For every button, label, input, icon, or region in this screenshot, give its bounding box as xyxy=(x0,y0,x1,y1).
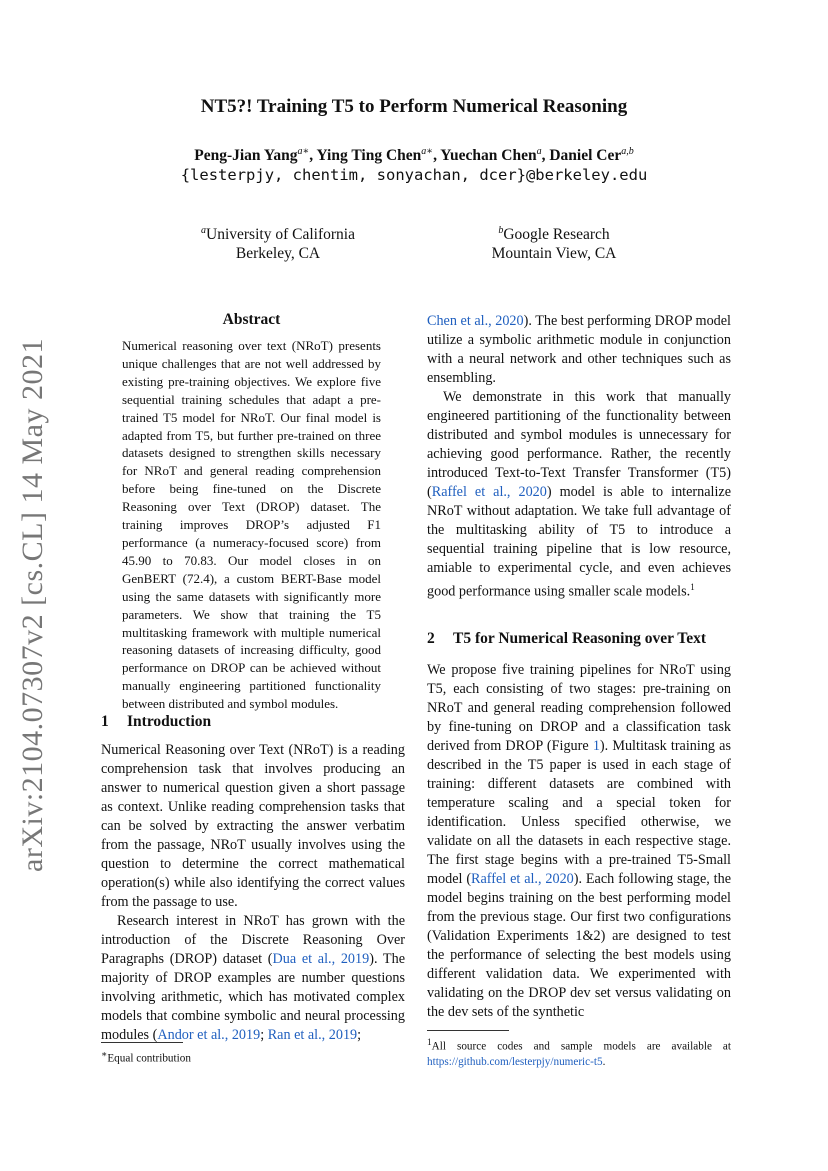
author-list: Peng-Jian Yang$^{a∗}$, Ying Ting Chen$^{a∗}$, Yuechan Chen$^a$, Daniel Cer$^{a,b}$ xyxy=(194,146,634,165)
citation-link[interactable]: Ran et al., 2019 xyxy=(267,1027,358,1043)
affiliation-b: $^b$Google Research Mountain View, CA xyxy=(454,221,654,263)
citation-link[interactable]: Andor et al., 2019 xyxy=(157,1027,261,1043)
footnote-marker: 1 xyxy=(690,582,695,592)
author-name: Yuechan Chen xyxy=(440,147,537,165)
section-number: 2 xyxy=(427,630,435,647)
t5-paragraph: We propose five training pipelines for NRoT using T5, each consisting of two stages: pre-training on NRoT and general reading comprehension followed by fine-tuning on DROP and a classification task derived from DROP (Figure 1). Multitask training as described in the T5 paper is used in each stage of training: different datasets are combined with temperature scaling and a special token for identification. Unless specified otherwise, we validate on all the datasets in each respective stage. The first stage begins with a pre-trained T5-Small model (Raffel et al., 2020). Each following stage, the model begins training on the best performing model from the previous stage. Our first two configurations (Validation Experiments 1&2) are designed to test the performance of selecting the best models using different validation data. We experimented with validating on the DROP dev set versus validating on the dev sets of the synthetic xyxy=(427,662,732,1020)
section-heading xyxy=(427,630,731,648)
abstract-heading: Abstract xyxy=(222,311,281,328)
intro-paragraph-3: We demonstrate in this work that manually engineered partitioning of the functionality between distributed and symbol modules is unnecessary for achieving good performance. Rather, the recently introduced Text-to-Text Transfer Transformer (T5) (Raffel et al., 2020) model is able to internalize NRoT without adaptation. We take full advantage of the multitasking ability of T5 to introduce a sequential training pipeline that is low resource, amiable to experimental cycle, and even achieves good performance using smaller scale models.$^1$ xyxy=(427,389,732,600)
author-affil-mark: a xyxy=(536,146,542,157)
affiliation-location: Berkeley, CA xyxy=(235,245,321,263)
citation-link[interactable]: Dua et al., 2019 xyxy=(272,951,370,967)
author-affil-mark: a∗ xyxy=(421,146,434,157)
section-title: Introduction xyxy=(127,713,212,730)
affiliation-name: University of California xyxy=(206,226,355,244)
t5-section xyxy=(427,630,731,1022)
intro-paragraph-1: Numerical Reasoning over Text (NRoT) is a reading comprehension task that involves producing an answer to numerical question given a short passage as context. Unlike reading comprehension tasks that can be solved by extracting the answer verbatim from the passage, NRoT usually involves using the question to determine the correct mathematical operation(s) while also identifying the correct values from the passage to use. xyxy=(101,742,405,910)
affiliation-name: Google Research xyxy=(503,226,610,244)
author-affil-mark: a∗ xyxy=(297,146,310,157)
footnote-rule xyxy=(101,1042,183,1043)
footnote-rule xyxy=(427,1030,509,1031)
author-name: Peng-Jian Yang xyxy=(194,147,298,165)
footnote-source-code: $^1$All source codes and sample models are available at https://github.com/lesterpjy/numeric-t5. xyxy=(427,1038,731,1068)
figure-link[interactable]: 1 xyxy=(592,738,600,754)
author-name: Ying Ting Chen xyxy=(316,147,422,165)
intro-paragraph-2: Research interest in NRoT has grown with the introduction of the Discrete Reasoning Over Paragraphs (DROP) dataset (Dua et al., 2019). The majority of DROP examples are number questions involving arithmetic, which has motivated complex models that combine symbolic and neural processing modules (Andor et al., 2019; Ran et al., 2019; xyxy=(101,913,405,1043)
arxiv-id-text: arXiv:2104.07307v2 [cs.CL] 14 May 2021 xyxy=(16,338,49,872)
affiliation-location: Mountain View, CA xyxy=(491,245,617,263)
footnote-equal-contribution: ∗Equal contribution xyxy=(101,1050,191,1065)
intro-continuation: Chen et al., 2020). The best performing DROP model utilize a symbolic arithmetic module in conjunction with a neural network and other techniques such as ensembling. xyxy=(427,313,731,386)
author-affil-mark: a,b xyxy=(621,146,634,157)
section-heading xyxy=(101,713,405,731)
paper-title: NT5?! Training T5 to Perform Numerical Reasoning xyxy=(200,96,628,117)
author-emails: {lesterpjy, chentim, sonyachan, dcer}@berkeley.edu xyxy=(180,166,648,184)
introduction-section xyxy=(101,713,405,1045)
citation-link[interactable]: Raffel et al., 2020 xyxy=(471,871,574,887)
github-link[interactable]: https://github.com/lesterpjy/numeric-t5 xyxy=(427,1055,603,1068)
abstract-section xyxy=(122,311,381,713)
affiliation-a: $^a$University of California Berkeley, CA xyxy=(178,221,378,263)
author-name: Daniel Cer xyxy=(549,147,622,165)
citation-link[interactable]: Raffel et al., 2020 xyxy=(431,484,547,500)
section-number: 1 xyxy=(101,713,109,730)
citation-link[interactable]: Chen et al., 2020 xyxy=(427,313,524,329)
section-title: T5 for Numerical Reasoning over Text xyxy=(453,630,707,647)
abstract-text: Numerical reasoning over text (NRoT) presents unique challenges that are not well addressed by existing pre-training objectives. We explore five sequential training schedules that adapt a pre-trained T5 model for NRoT. Our final model is adapted from T5, but further pre-trained on three datasets designed to strengthen skills necessary for NRoT and general reading comprehension before being fine-tuned on the Discrete Reasoning over Text (DROP) dataset. The training improves DROP’s adjusted F1 performance (a numeracy-focused score) from 45.90 to 70.83. Our model closes in on GenBERT (72.4), a custom BERT-Base model using the same datasets with significantly more parameters. We show that training the T5 multitasking framework with multiple numerical reasoning datasets of increasing difficulty, good performance on DROP can be achieved without manually engineering partitioned functionality between distributed and symbol modules. xyxy=(122,338,381,712)
right-column-intro xyxy=(427,312,731,602)
arxiv-identifier xyxy=(10,338,56,872)
